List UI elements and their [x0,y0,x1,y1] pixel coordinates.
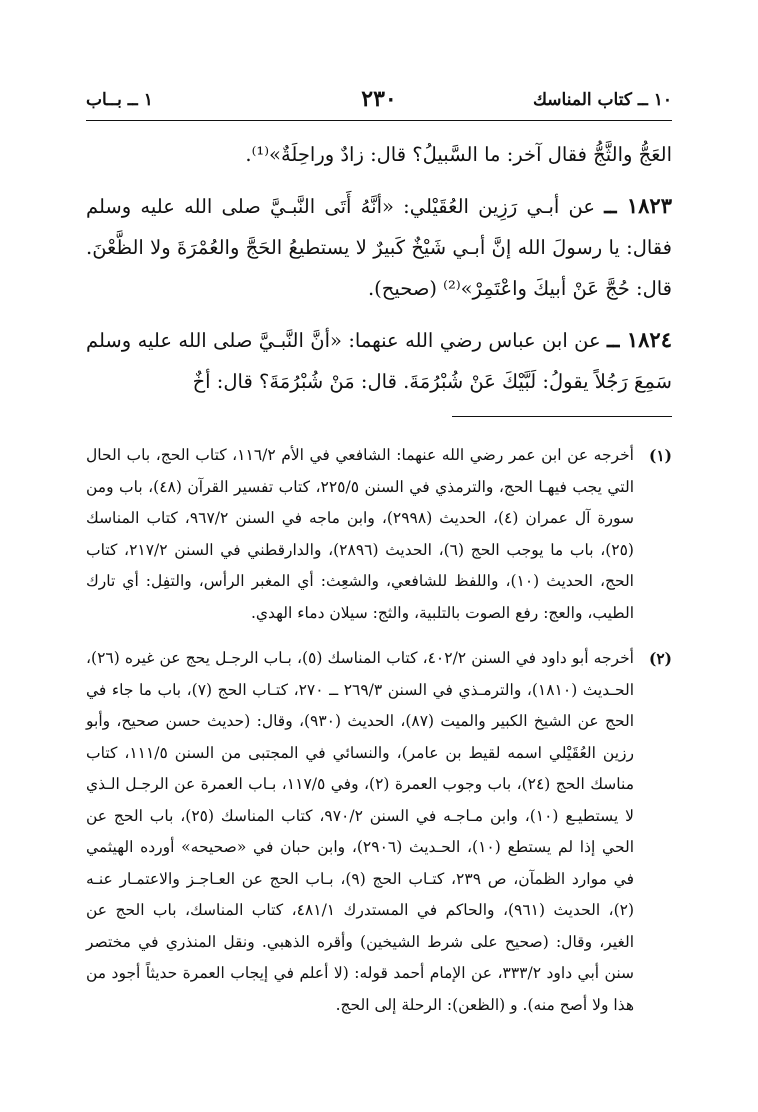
hadith-number: ١٨٢٣ ــ [604,193,672,218]
footnote [86,440,672,629]
footnote-marker: (١) [648,446,672,465]
footnote-marker: (٢) [648,649,672,668]
hadith-entry [86,185,672,309]
footnotes [86,440,672,1035]
continuation-paragraph: العَجُّ والثَّجُّ فقال آخر: ما السَّبيلُ؟ قال: زادٌ وراحِلَةٌ»⁽¹⁾. [245,143,672,166]
footnote-text: أخرجه عن ابن عمر رضي الله عنهما: الشافعي في الأم ١١٦/٢، كتاب الحج، باب الحال التي يجب فيهـا الحج، والترمذي في السنن ٢٢٥/٥، كتاب تفسير القرآن (٤٨)، باب ومن سورة آل عمران (٤)، الحديث (٢٩٩٨)، وابن ماجه في السنن ٩٦٧/٢، كتاب المناسك (٢٥)، باب ما يوجب الحج (٦)، الحديث (٢٨٩٦)، والدارقطني في السنن ٢١٧/٢، كتاب الحج، الحديث (١٠)، واللفظ للشافعي، والشعِث: أي المغبر الرأس، والتفِل: أي تارك الطيب، والعج: رفع الصوت بالتلبية، والثج: سيلان دماء الهدي. [86,446,635,622]
hadith-entry [86,319,672,402]
hadith-text: عن أبـي رَزِين العُقَيْلي: «أنَّهُ أَتَى النَّبـيَّ صلى الله عليه وسلم فقال: يا رسولَ الله إنَّ أبـي شَيْخٌ كَبيرٌ لا يستطيعُ الحَجَّ والعُمْرَةَ ولا الظَّعْنَ. قال: حُجَّ عَنْ أبيكَ واعْتَمِرْ»⁽²⁾ (صحيح). [86,195,672,300]
hadith-number: ١٨٢٤ ــ [607,327,672,352]
chapter-title: ١٠ ــ كتاب المناسك [532,90,672,110]
footnote-text: أخرجه أبو داود في السنن ٤٠٢/٢، كتاب المناسك (٥)، بـاب الرجـل يحج عن غيره (٢٦)، الحـديث (١٨١٠)، والترمـذي في السنن ٢٦٩/٣ ــ ٢٧٠، كتـاب الحج (٧)، باب ما جاء في الحج عن الشيخ الكبير والميت (٨٧)، الحديث (٩٣٠)، وقال: (حديث حسن صحيح، وأبو رزين العُقَيْلي اسمه لقيط بن عامر)، والنسائي في المجتبى من السنن ١١١/٥، كتاب مناسك الحج (٢٤)، باب وجوب العمرة (٢)، وفي ١١٧/٥، بـاب العمرة عن الرجـل الـذي لا يستطيـع (١٠)، وابن مـاجـه في السنن ٩٧٠/٢، كتاب المناسك (٢٥)، باب الحج عن الحي إذا لم يستطع (١٠)، الحـديث (٢٩٠٦)، وابن حبان في «صحيحه» أورده الهيثمي في موارد الظمآن، ص ٢٣٩، كتـاب الحج (٩)، بـاب الحج عن العـاجـز والاعتمـار عنـه (٢)، الحديث (٩٦١)، والحاكم في المستدرك ٤٨١/١، كتاب المناسك، باب الحج عن الغير، وقال: (صحيح على شرط الشيخين) وأقره الذهبي. ونقل المنذري في مختصر سنن أبي داود ٣٣٣/٢، عن الإمام أحمد قوله: (لا أعلم في إيجاب العمرة حديثاً أجود من هذا ولا أصح منه). و (الظعن): الرحلة إلى الحج. [86,649,635,1014]
hadith-text: عن ابن عباس رضي الله عنهما: «أنَّ النَّبـيَّ صلى الله عليه وسلم سَمِعَ رَجُلاً يقولُ: لَبَّيْكَ عَنْ شُبْرُمَةَ. قال: مَنْ شُبْرُمَةَ؟ قال: أخٌ [86,329,672,393]
page-number: ٢٣٠ [361,86,397,112]
footnote [86,643,672,1021]
main-text [86,134,672,402]
footnote-separator [452,416,672,417]
section-title: ١ ــ بــاب [86,90,153,110]
page-header [86,84,672,121]
